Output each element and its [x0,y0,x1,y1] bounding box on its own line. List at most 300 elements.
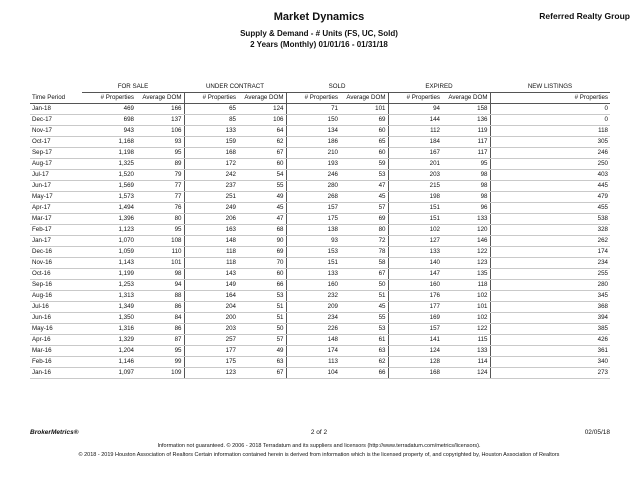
value-cell: 95 [442,159,490,170]
value-cell: 394 [490,313,610,324]
report-date: 02/05/18 [584,429,610,436]
group-expired: EXPIRED [388,82,490,93]
value-cell: 251 [184,192,238,203]
value-cell: 127 [388,236,442,247]
value-cell: 68 [238,225,286,236]
value-cell: 123 [442,258,490,269]
table-row [30,324,610,335]
value-cell: 95 [136,346,184,357]
value-cell: 1,520 [82,170,136,181]
table-row [30,280,610,291]
value-cell: 176 [388,291,442,302]
value-cell: 77 [136,181,184,192]
value-cell: 109 [136,368,184,379]
value-cell: 328 [490,225,610,236]
report-date-range: 2 Years (Monthly) 01/01/16 - 01/31/18 [250,40,388,49]
time-period-cell: Feb-16 [30,357,82,368]
column-header: # Properties [388,93,442,104]
value-cell: 99 [136,357,184,368]
value-cell: 280 [286,181,340,192]
value-cell: 106 [136,126,184,137]
time-period-cell: Feb-17 [30,225,82,236]
value-cell: 250 [490,159,610,170]
value-cell: 61 [340,335,388,346]
table-row [30,269,610,280]
value-cell: 76 [136,203,184,214]
time-period-cell: Oct-17 [30,137,82,148]
table-row [30,302,610,313]
value-cell: 78 [340,247,388,258]
value-cell: 88 [136,291,184,302]
value-cell: 133 [388,247,442,258]
value-cell: 62 [238,137,286,148]
value-cell: 158 [442,104,490,115]
value-cell: 455 [490,203,610,214]
value-cell: 151 [388,214,442,225]
value-cell: 95 [136,225,184,236]
time-period-cell: Jul-16 [30,302,82,313]
value-cell: 167 [388,148,442,159]
value-cell: 45 [340,192,388,203]
value-cell: 1,569 [82,181,136,192]
value-cell: 79 [136,170,184,181]
value-cell: 118 [442,280,490,291]
firm-name: Referred Realty Group [539,11,630,21]
value-cell: 164 [184,291,238,302]
value-cell: 148 [286,335,340,346]
value-cell: 54 [238,170,286,181]
value-cell: 177 [184,346,238,357]
value-cell: 72 [340,236,388,247]
value-cell: 133 [442,214,490,225]
value-cell: 1,350 [82,313,136,324]
value-cell: 66 [238,280,286,291]
column-header: Average DOM [136,93,184,104]
time-period-cell: Nov-16 [30,258,82,269]
value-cell: 1,325 [82,159,136,170]
table-row [30,214,610,225]
value-cell: 1,349 [82,302,136,313]
column-header: # Properties [184,93,238,104]
table-row [30,258,610,269]
value-cell: 234 [286,313,340,324]
value-cell: 141 [388,335,442,346]
value-cell: 206 [184,214,238,225]
value-cell: 168 [184,148,238,159]
value-cell: 69 [238,247,286,258]
value-cell: 538 [490,214,610,225]
value-cell: 136 [442,115,490,126]
value-cell: 90 [238,236,286,247]
value-cell: 249 [184,203,238,214]
value-cell: 118 [184,258,238,269]
value-cell: 268 [286,192,340,203]
value-cell: 69 [340,115,388,126]
table-row [30,236,610,247]
column-header: Average DOM [442,93,490,104]
value-cell: 150 [286,115,340,126]
column-header-row [30,93,610,104]
value-cell: 0 [490,104,610,115]
value-cell: 65 [184,104,238,115]
value-cell: 101 [136,258,184,269]
value-cell: 146 [442,236,490,247]
value-cell: 1,097 [82,368,136,379]
value-cell: 157 [388,324,442,335]
disclaimer-line-2: © 2018 - 2019 Houston Association of Realtors Certain information contained herein is derived from information which is the licensed property of, and copyrighted by, Houston Association of Realtors [78,452,560,458]
time-period-cell: Aug-17 [30,159,82,170]
value-cell: 101 [340,104,388,115]
value-cell: 93 [136,137,184,148]
time-period-cell: May-17 [30,192,82,203]
value-cell: 94 [136,280,184,291]
value-cell: 50 [340,280,388,291]
value-cell: 1,143 [82,258,136,269]
value-cell: 133 [184,126,238,137]
value-cell: 122 [442,324,490,335]
value-cell: 169 [388,313,442,324]
value-cell: 1,198 [82,148,136,159]
value-cell: 128 [388,357,442,368]
value-cell: 80 [136,214,184,225]
value-cell: 135 [442,269,490,280]
value-cell: 96 [442,203,490,214]
value-cell: 943 [82,126,136,137]
value-cell: 89 [136,159,184,170]
value-cell: 134 [286,126,340,137]
time-period-cell: May-16 [30,324,82,335]
value-cell: 60 [340,148,388,159]
value-cell: 479 [490,192,610,203]
value-cell: 114 [442,357,490,368]
value-cell: 65 [340,137,388,148]
value-cell: 255 [490,269,610,280]
value-cell: 137 [136,115,184,126]
value-cell: 55 [340,313,388,324]
value-cell: 98 [442,181,490,192]
value-cell: 64 [238,126,286,137]
value-cell: 147 [388,269,442,280]
time-period-cell: Jan-17 [30,236,82,247]
value-cell: 77 [136,192,184,203]
value-cell: 45 [340,302,388,313]
value-cell: 200 [184,313,238,324]
value-cell: 60 [238,269,286,280]
value-cell: 117 [442,137,490,148]
value-cell: 403 [490,170,610,181]
time-period-cell: Apr-17 [30,203,82,214]
value-cell: 184 [388,137,442,148]
table-row [30,192,610,203]
value-cell: 51 [238,302,286,313]
value-cell: 84 [136,313,184,324]
group-header-blank [30,82,82,93]
table-row [30,126,610,137]
value-cell: 67 [340,269,388,280]
value-cell: 98 [442,170,490,181]
table-row [30,291,610,302]
value-cell: 305 [490,137,610,148]
table-row [30,104,610,115]
value-cell: 385 [490,324,610,335]
value-cell: 163 [184,225,238,236]
value-cell: 51 [340,291,388,302]
value-cell: 160 [286,280,340,291]
value-cell: 95 [136,148,184,159]
value-cell: 117 [442,148,490,159]
value-cell: 242 [184,170,238,181]
value-cell: 209 [286,302,340,313]
value-cell: 193 [286,159,340,170]
value-cell: 118 [184,247,238,258]
value-cell: 232 [286,291,340,302]
value-cell: 120 [442,225,490,236]
value-cell: 63 [340,346,388,357]
value-cell: 172 [184,159,238,170]
value-cell: 57 [238,335,286,346]
table-row [30,225,610,236]
group-for-sale: FOR SALE [82,82,184,93]
value-cell: 160 [388,280,442,291]
value-cell: 149 [184,280,238,291]
group-sold: SOLD [286,82,388,93]
value-cell: 262 [490,236,610,247]
table-row [30,368,610,379]
value-cell: 203 [184,324,238,335]
value-cell: 62 [340,357,388,368]
brokermetrics-brand: BrokerMetrics® [30,429,79,436]
value-cell: 123 [184,368,238,379]
value-cell: 66 [340,368,388,379]
value-cell: 148 [184,236,238,247]
value-cell: 698 [82,115,136,126]
value-cell: 124 [442,368,490,379]
value-cell: 1,070 [82,236,136,247]
time-period-cell: Dec-16 [30,247,82,258]
group-under-contract: UNDER CONTRACT [184,82,286,93]
value-cell: 1,573 [82,192,136,203]
group-new-listings: NEW LISTINGS [490,82,610,93]
value-cell: 124 [388,346,442,357]
value-cell: 47 [238,214,286,225]
value-cell: 104 [286,368,340,379]
value-cell: 93 [286,236,340,247]
value-cell: 112 [388,126,442,137]
value-cell: 174 [286,346,340,357]
value-cell: 67 [238,148,286,159]
value-cell: 119 [442,126,490,137]
value-cell: 53 [340,170,388,181]
table-row [30,181,610,192]
value-cell: 177 [388,302,442,313]
value-cell: 0 [490,115,610,126]
value-cell: 166 [136,104,184,115]
value-cell: 1,059 [82,247,136,258]
value-cell: 53 [340,324,388,335]
value-cell: 210 [286,148,340,159]
table-row [30,357,610,368]
value-cell: 168 [388,368,442,379]
value-cell: 124 [238,104,286,115]
table-row [30,159,610,170]
value-cell: 198 [388,192,442,203]
report-title: Market Dynamics [273,11,365,23]
time-period-cell: Jun-17 [30,181,82,192]
value-cell: 174 [490,247,610,258]
value-cell: 53 [238,291,286,302]
value-cell: 118 [490,126,610,137]
table-row [30,346,610,357]
value-cell: 204 [184,302,238,313]
value-cell: 257 [184,335,238,346]
value-cell: 140 [388,258,442,269]
value-cell: 1,313 [82,291,136,302]
value-cell: 1,316 [82,324,136,335]
value-cell: 1,146 [82,357,136,368]
time-period-cell: Jul-17 [30,170,82,181]
value-cell: 157 [286,203,340,214]
value-cell: 115 [442,335,490,346]
value-cell: 426 [490,335,610,346]
value-cell: 445 [490,181,610,192]
value-cell: 153 [286,247,340,258]
value-cell: 201 [388,159,442,170]
value-cell: 60 [340,126,388,137]
value-cell: 138 [286,225,340,236]
value-cell: 1,199 [82,269,136,280]
market-dynamics-table [30,82,610,379]
time-period-cell: Apr-16 [30,335,82,346]
value-cell: 226 [286,324,340,335]
value-cell: 151 [388,203,442,214]
value-cell: 280 [490,280,610,291]
value-cell: 102 [442,313,490,324]
value-cell: 102 [388,225,442,236]
table-row [30,170,610,181]
table-row [30,148,610,159]
value-cell: 86 [136,324,184,335]
value-cell: 1,123 [82,225,136,236]
value-cell: 151 [286,258,340,269]
value-cell: 1,494 [82,203,136,214]
value-cell: 1,168 [82,137,136,148]
value-cell: 45 [238,203,286,214]
value-cell: 108 [136,236,184,247]
value-cell: 1,253 [82,280,136,291]
value-cell: 133 [442,346,490,357]
value-cell: 51 [238,313,286,324]
value-cell: 122 [442,247,490,258]
value-cell: 98 [136,269,184,280]
time-period-cell: Oct-16 [30,269,82,280]
column-header: # Properties [286,93,340,104]
value-cell: 110 [136,247,184,258]
value-cell: 246 [490,148,610,159]
value-cell: 49 [238,192,286,203]
value-cell: 1,396 [82,214,136,225]
value-cell: 101 [442,302,490,313]
table-body [30,104,610,379]
value-cell: 175 [184,357,238,368]
time-period-cell: Mar-16 [30,346,82,357]
report-subtitle: Supply & Demand - # Units (FS, UC, Sold) [240,29,398,38]
value-cell: 102 [442,291,490,302]
value-cell: 60 [238,159,286,170]
value-cell: 143 [184,269,238,280]
value-cell: 186 [286,137,340,148]
value-cell: 113 [286,357,340,368]
value-cell: 340 [490,357,610,368]
column-header: Average DOM [340,93,388,104]
value-cell: 69 [340,214,388,225]
column-header: # Properties [490,93,610,104]
group-header-row [30,82,610,93]
value-cell: 133 [286,269,340,280]
value-cell: 55 [238,181,286,192]
value-cell: 87 [136,335,184,346]
time-period-cell: Jun-16 [30,313,82,324]
value-cell: 47 [340,181,388,192]
value-cell: 94 [388,104,442,115]
value-cell: 1,204 [82,346,136,357]
value-cell: 237 [184,181,238,192]
table-row [30,247,610,258]
value-cell: 67 [238,368,286,379]
value-cell: 246 [286,170,340,181]
disclaimer-line-1: Information not guaranteed. © 2006 - 2018 Terradatum and its suppliers and licensors (http://www.terradatum.com/metrics/licensors). [157,443,481,449]
time-period-cell: Nov-17 [30,126,82,137]
value-cell: 106 [238,115,286,126]
value-cell: 59 [340,159,388,170]
value-cell: 144 [388,115,442,126]
value-cell: 85 [184,115,238,126]
time-period-cell: Jan-18 [30,104,82,115]
table-row [30,335,610,346]
time-period-cell: Dec-17 [30,115,82,126]
value-cell: 273 [490,368,610,379]
column-header: Average DOM [238,93,286,104]
time-period-cell: Aug-16 [30,291,82,302]
table-row [30,115,610,126]
value-cell: 215 [388,181,442,192]
table-row [30,137,610,148]
value-cell: 70 [238,258,286,269]
time-period-cell: Sep-17 [30,148,82,159]
value-cell: 345 [490,291,610,302]
value-cell: 50 [238,324,286,335]
time-period-cell: Sep-16 [30,280,82,291]
value-cell: 1,329 [82,335,136,346]
table-row [30,203,610,214]
value-cell: 98 [442,192,490,203]
value-cell: 71 [286,104,340,115]
value-cell: 234 [490,258,610,269]
value-cell: 58 [340,258,388,269]
column-header-time-period: Time Period [30,93,82,104]
value-cell: 86 [136,302,184,313]
value-cell: 57 [340,203,388,214]
page-number: 2 of 2 [310,429,328,436]
column-header: # Properties [82,93,136,104]
value-cell: 63 [238,357,286,368]
time-period-cell: Jan-16 [30,368,82,379]
value-cell: 175 [286,214,340,225]
table-row [30,313,610,324]
value-cell: 159 [184,137,238,148]
value-cell: 469 [82,104,136,115]
time-period-cell: Mar-17 [30,214,82,225]
value-cell: 49 [238,346,286,357]
